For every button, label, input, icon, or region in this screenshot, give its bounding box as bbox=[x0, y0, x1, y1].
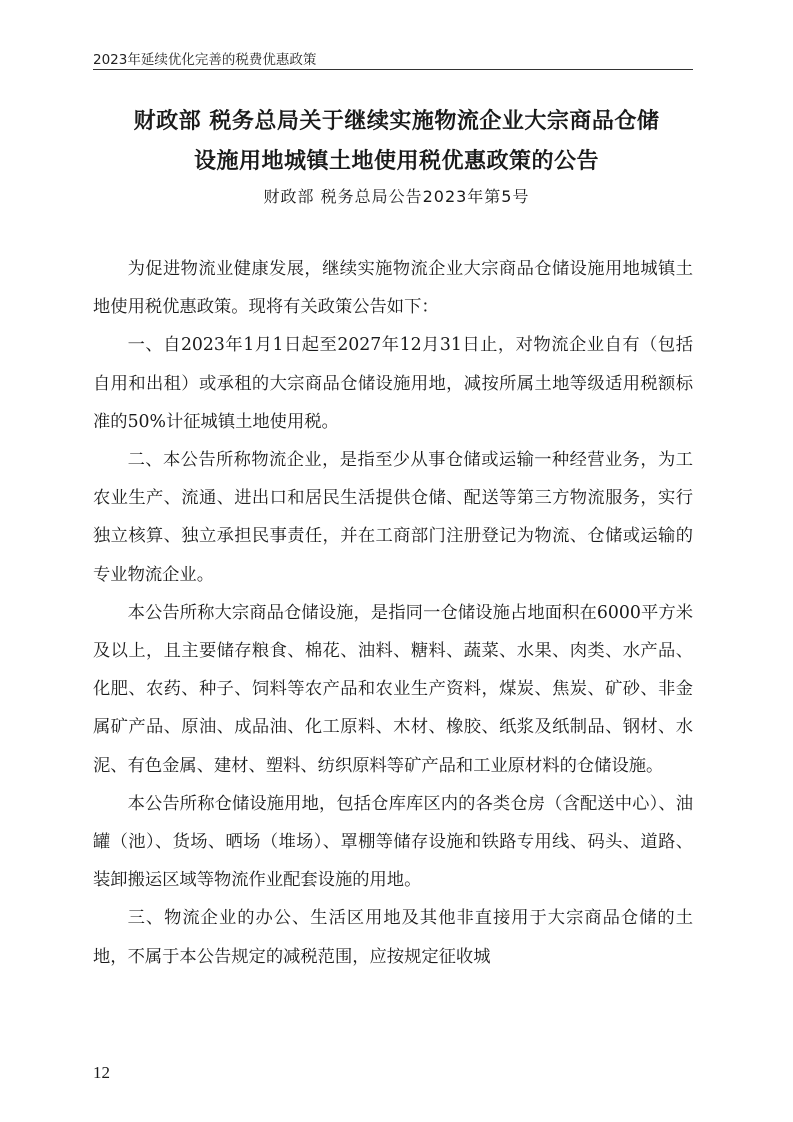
body-paragraph: 一、自2023年1月1日起至2027年12月31日止，对物流企业自有（包括自用和出租）或承租的大宗商品仓储设施用地，减按所属土地等级适用税额标准的50%计征城镇土地使用税。 bbox=[93, 335, 693, 432]
document-body bbox=[93, 250, 693, 976]
body-paragraph: 本公告所称仓储设施用地，包括仓库库区内的各类仓房（含配送中心）、油罐（池）、货场、晒场（堆场）、罩棚等储存设施和铁路专用线、码头、道路、装卸搬运区域等物流作业配套设施的用地。 bbox=[93, 793, 693, 891]
body-paragraph: 三、物流企业的办公、生活区用地及其他非直接用于大宗商品仓储的土地，不属于本公告规定的减税范围，应按规定征收城 bbox=[93, 908, 693, 967]
body-paragraph: 本公告所称大宗商品仓储设施，是指同一仓储设施占地面积在6000平方米及以上，且主要储存粮食、棉花、油料、糖料、蔬菜、水果、肉类、水产品、化肥、农药、种子、饲料等农产品和农业生产资料，煤炭、焦炭、矿砂、非金属矿产品、原油、成品油、化工原料、木材、橡胶、纸浆及纸制品、钢材、水泥、有色金属、建材、塑料、纺织原料等矿产品和工业原材料的仓储设施。 bbox=[93, 602, 693, 776]
running-header: 2023年延续优化完善的税费优惠政策 bbox=[93, 52, 317, 68]
document-title-line-2: 设施用地城镇土地使用税优惠政策的公告 bbox=[193, 149, 599, 174]
page-number: 12 bbox=[93, 1063, 110, 1082]
header-divider bbox=[93, 69, 693, 70]
body-paragraph: 为促进物流业健康发展，继续实施物流企业大宗商品仓储设施用地城镇土地使用税优惠政策。现将有关政策公告如下： bbox=[93, 259, 693, 318]
document-title-line-1: 财政部 税务总局关于继续实施物流企业大宗商品仓储 bbox=[133, 109, 660, 134]
document-number: 财政部 税务总局公告2023年第5号 bbox=[263, 187, 530, 206]
body-paragraph: 二、本公告所称物流企业，是指至少从事仓储或运输一种经营业务，为工农业生产、流通、进出口和居民生活提供仓储、配送等第三方物流服务，实行独立核算、独立承担民事责任，并在工商部门注册登记为物流、仓储或运输的专业物流企业。 bbox=[93, 450, 693, 585]
